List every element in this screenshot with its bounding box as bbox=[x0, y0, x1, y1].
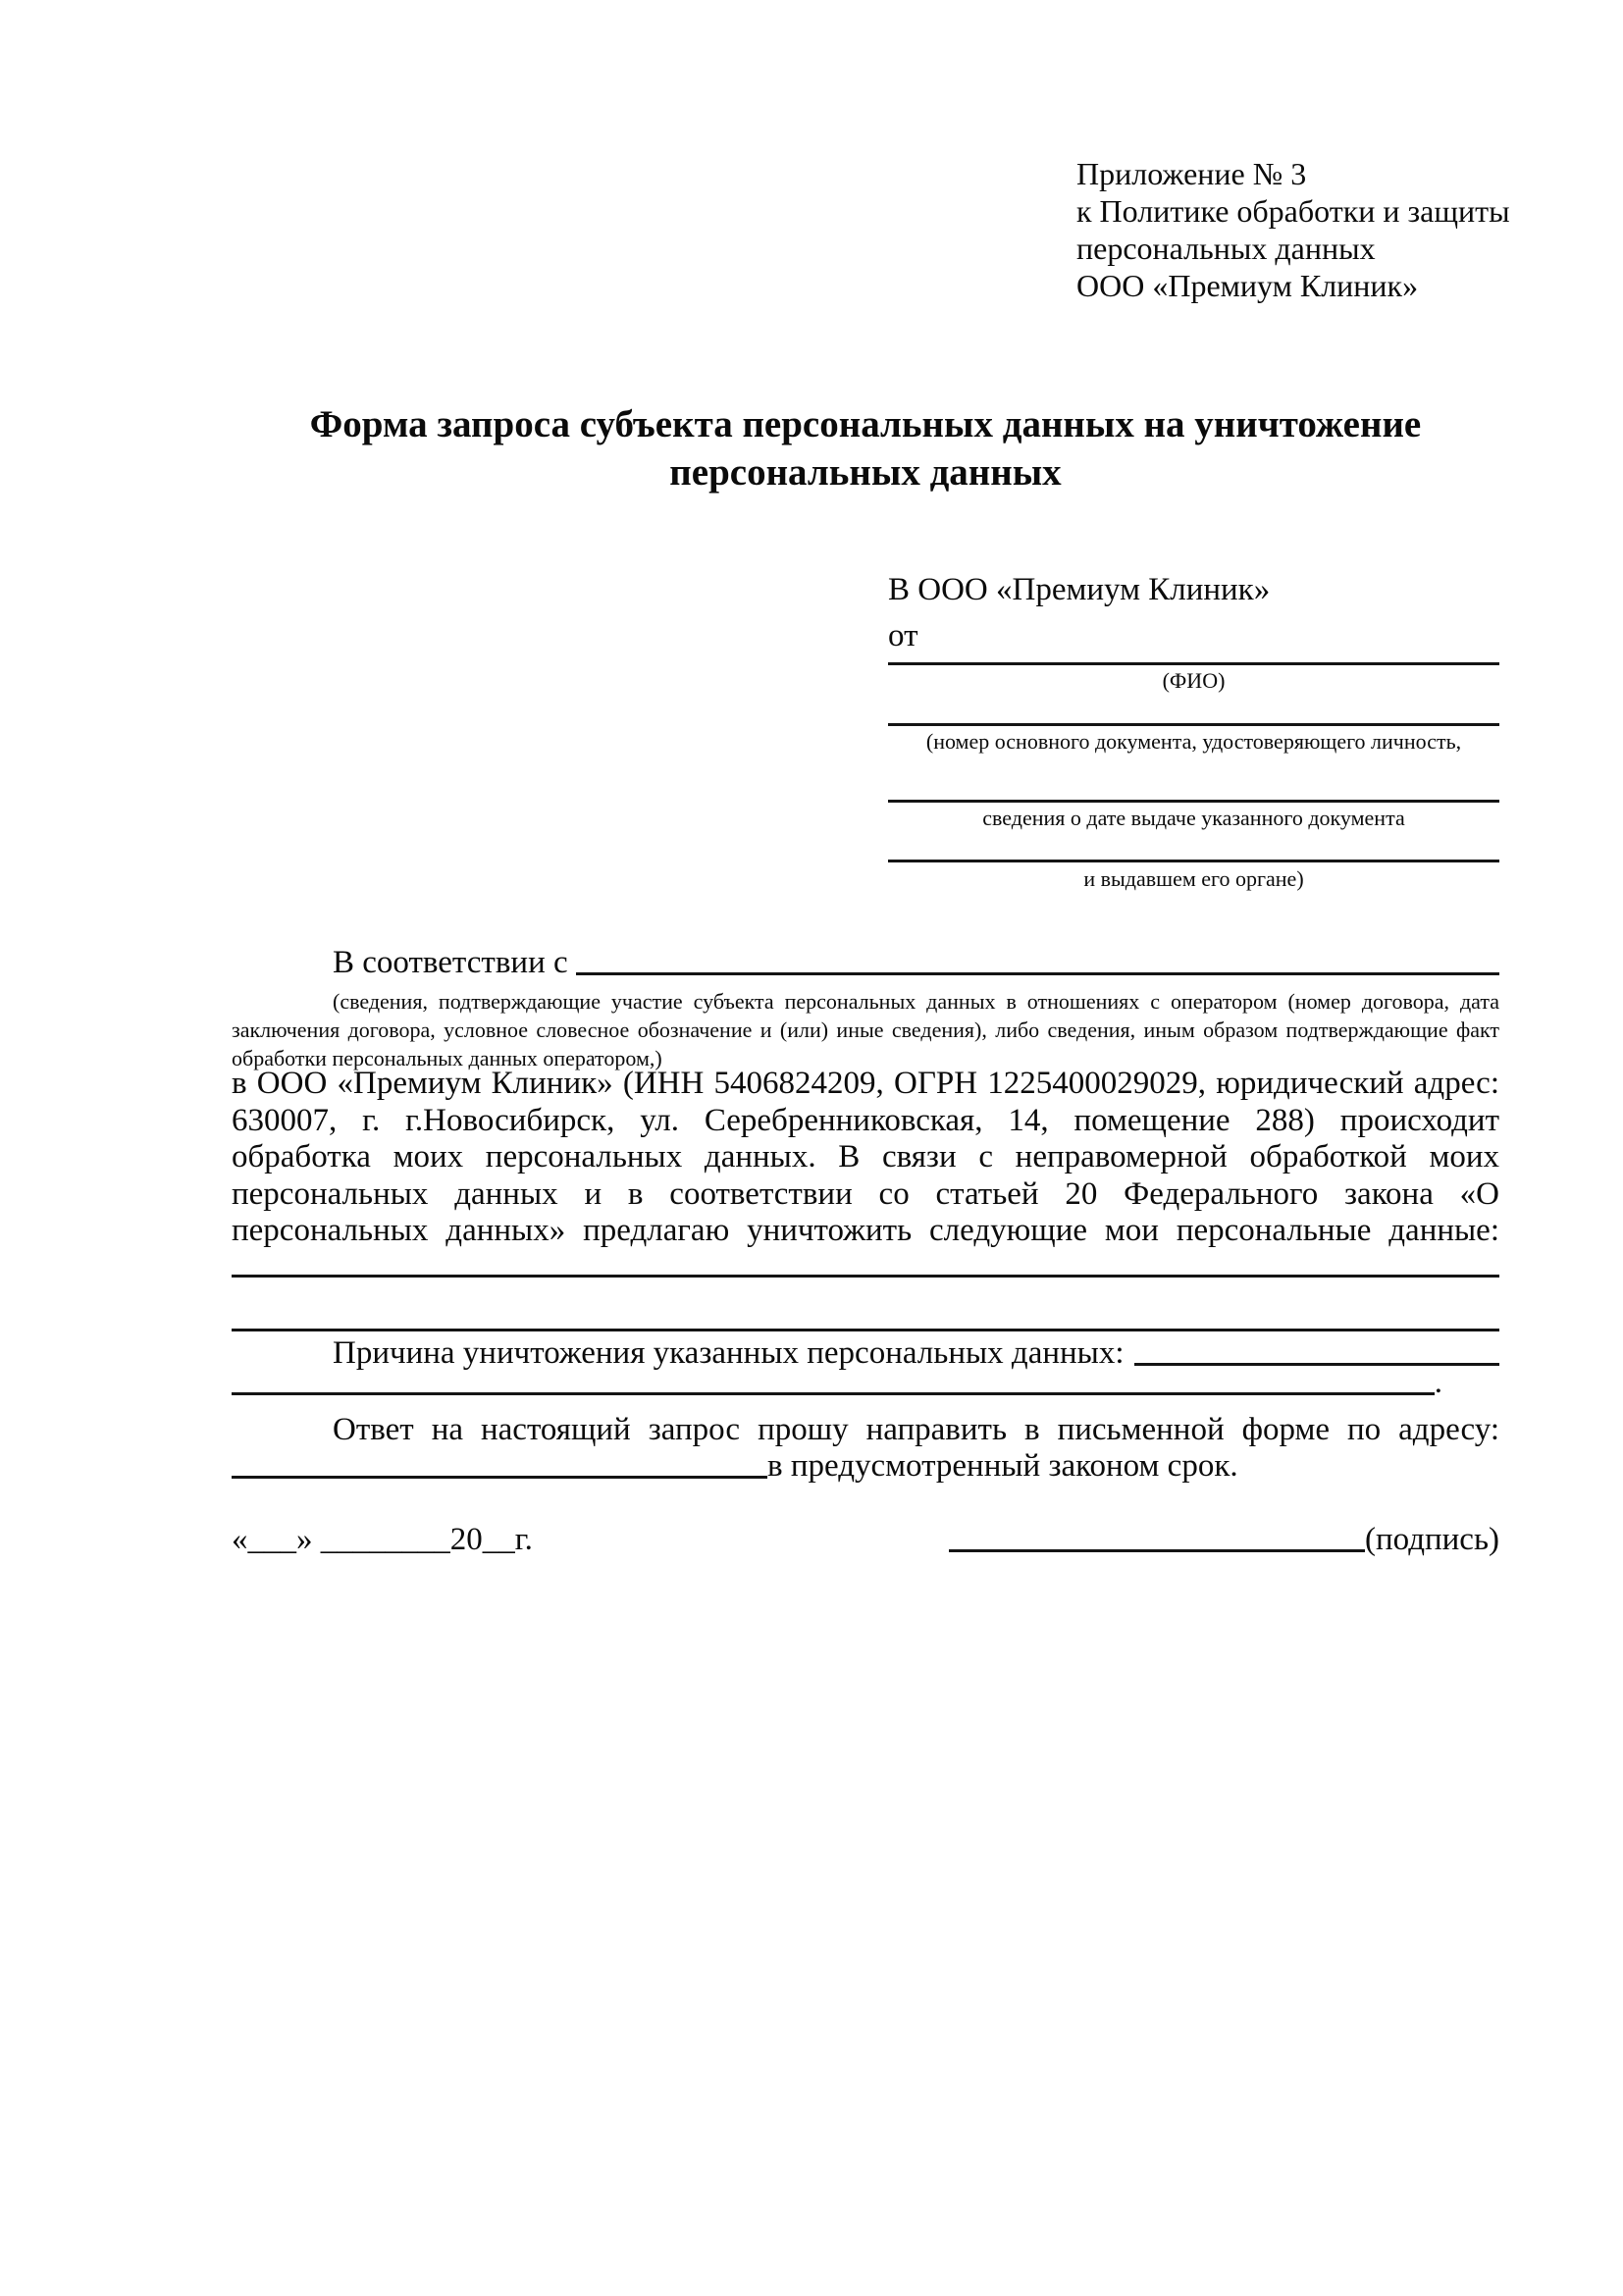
response-tail-row bbox=[232, 1447, 1499, 1485]
corner-note-line: к Политике обработки и защиты bbox=[1076, 193, 1510, 229]
field-line-doc-number bbox=[888, 723, 1499, 726]
corner-note-line: персональных данных bbox=[1076, 231, 1376, 266]
fine-print-line: обработки персональных данных оператором,) bbox=[232, 1046, 662, 1070]
blank-line-2 bbox=[232, 1329, 1499, 1331]
address-blank-line bbox=[232, 1476, 767, 1479]
reason-label: Причина уничтожения указанных персональных данных: bbox=[333, 1335, 1125, 1371]
accordance-blank-line bbox=[576, 972, 1499, 975]
period-text: . bbox=[1434, 1365, 1442, 1400]
corner-note-line: Приложение № 3 bbox=[1076, 156, 1307, 191]
field-line-fio bbox=[888, 662, 1499, 665]
field-caption-doc-issuer: и выдавшем его органе) bbox=[1083, 866, 1304, 891]
field-caption-fio: (ФИО) bbox=[1162, 668, 1226, 693]
date-template: «___» ________20__г. bbox=[232, 1522, 533, 1557]
field-line-doc-date bbox=[888, 800, 1499, 803]
fine-print-line: (сведения, подтверждающие участие субъекта персональных данных в отношениях с оператором (номер договора, дата bbox=[333, 989, 1499, 1014]
main-paragraph-line: персональных данных и в соответствии со статьей 20 Федерального закона «О bbox=[232, 1175, 1499, 1212]
fine-print bbox=[232, 987, 1499, 1072]
addressee-from-label: от bbox=[888, 618, 918, 653]
signature-blank-line bbox=[949, 1549, 1365, 1552]
main-paragraph-line: обработка моих персональных данных. В связи с неправомерной обработкой моих bbox=[232, 1139, 1499, 1174]
fine-print-line: заключения договора, условное словесное обозначение и (или) иные сведения), либо сведения, иным образом подтверждающие факт bbox=[232, 1018, 1499, 1042]
corner-note bbox=[1076, 155, 1538, 304]
main-paragraph-line: в ООО «Премиум Клиник» (ИНН 5406824209, ОГРН 1225400029029, юридический адрес: bbox=[232, 1066, 1499, 1101]
corner-note-line: ООО «Премиум Клиник» bbox=[1076, 268, 1419, 303]
signature-area bbox=[949, 1522, 1499, 1558]
signature-caption: (подпись) bbox=[1365, 1522, 1499, 1557]
accordance-row bbox=[232, 942, 1499, 981]
date-signature-row bbox=[232, 1519, 1499, 1558]
field-caption-doc-date: сведения о дате выдаче указанного документа bbox=[982, 806, 1405, 830]
addressee-to: В ООО «Премиум Клиник» bbox=[888, 572, 1271, 607]
response-tail-text: в предусмотренный законом срок. bbox=[767, 1448, 1238, 1484]
field-caption-doc-number: (номер основного документа, удостоверяющего личность, bbox=[925, 729, 1462, 754]
response-paragraph-line: Ответ на настоящий запрос прошу направить в письменной форме по адресу: bbox=[333, 1412, 1499, 1447]
continuation-blank-line bbox=[232, 1392, 1435, 1395]
continuation-line-row bbox=[232, 1366, 1499, 1401]
main-paragraph-line: 630007, г. г.Новосибирск, ул. Серебренниковская, 14, помещение 288) происходит bbox=[232, 1102, 1499, 1138]
blank-line-1 bbox=[232, 1275, 1499, 1278]
page-title: Форма запроса субъекта персональных данных на уничтожение персональных данных bbox=[309, 403, 1422, 494]
field-line-doc-issuer bbox=[888, 860, 1499, 862]
main-paragraph bbox=[232, 1066, 1499, 1250]
accordance-label: В соответствии с bbox=[333, 945, 568, 980]
main-paragraph-line: персональных данных» предлагаю уничтожить следующие мои персональные данные: bbox=[232, 1213, 1499, 1248]
